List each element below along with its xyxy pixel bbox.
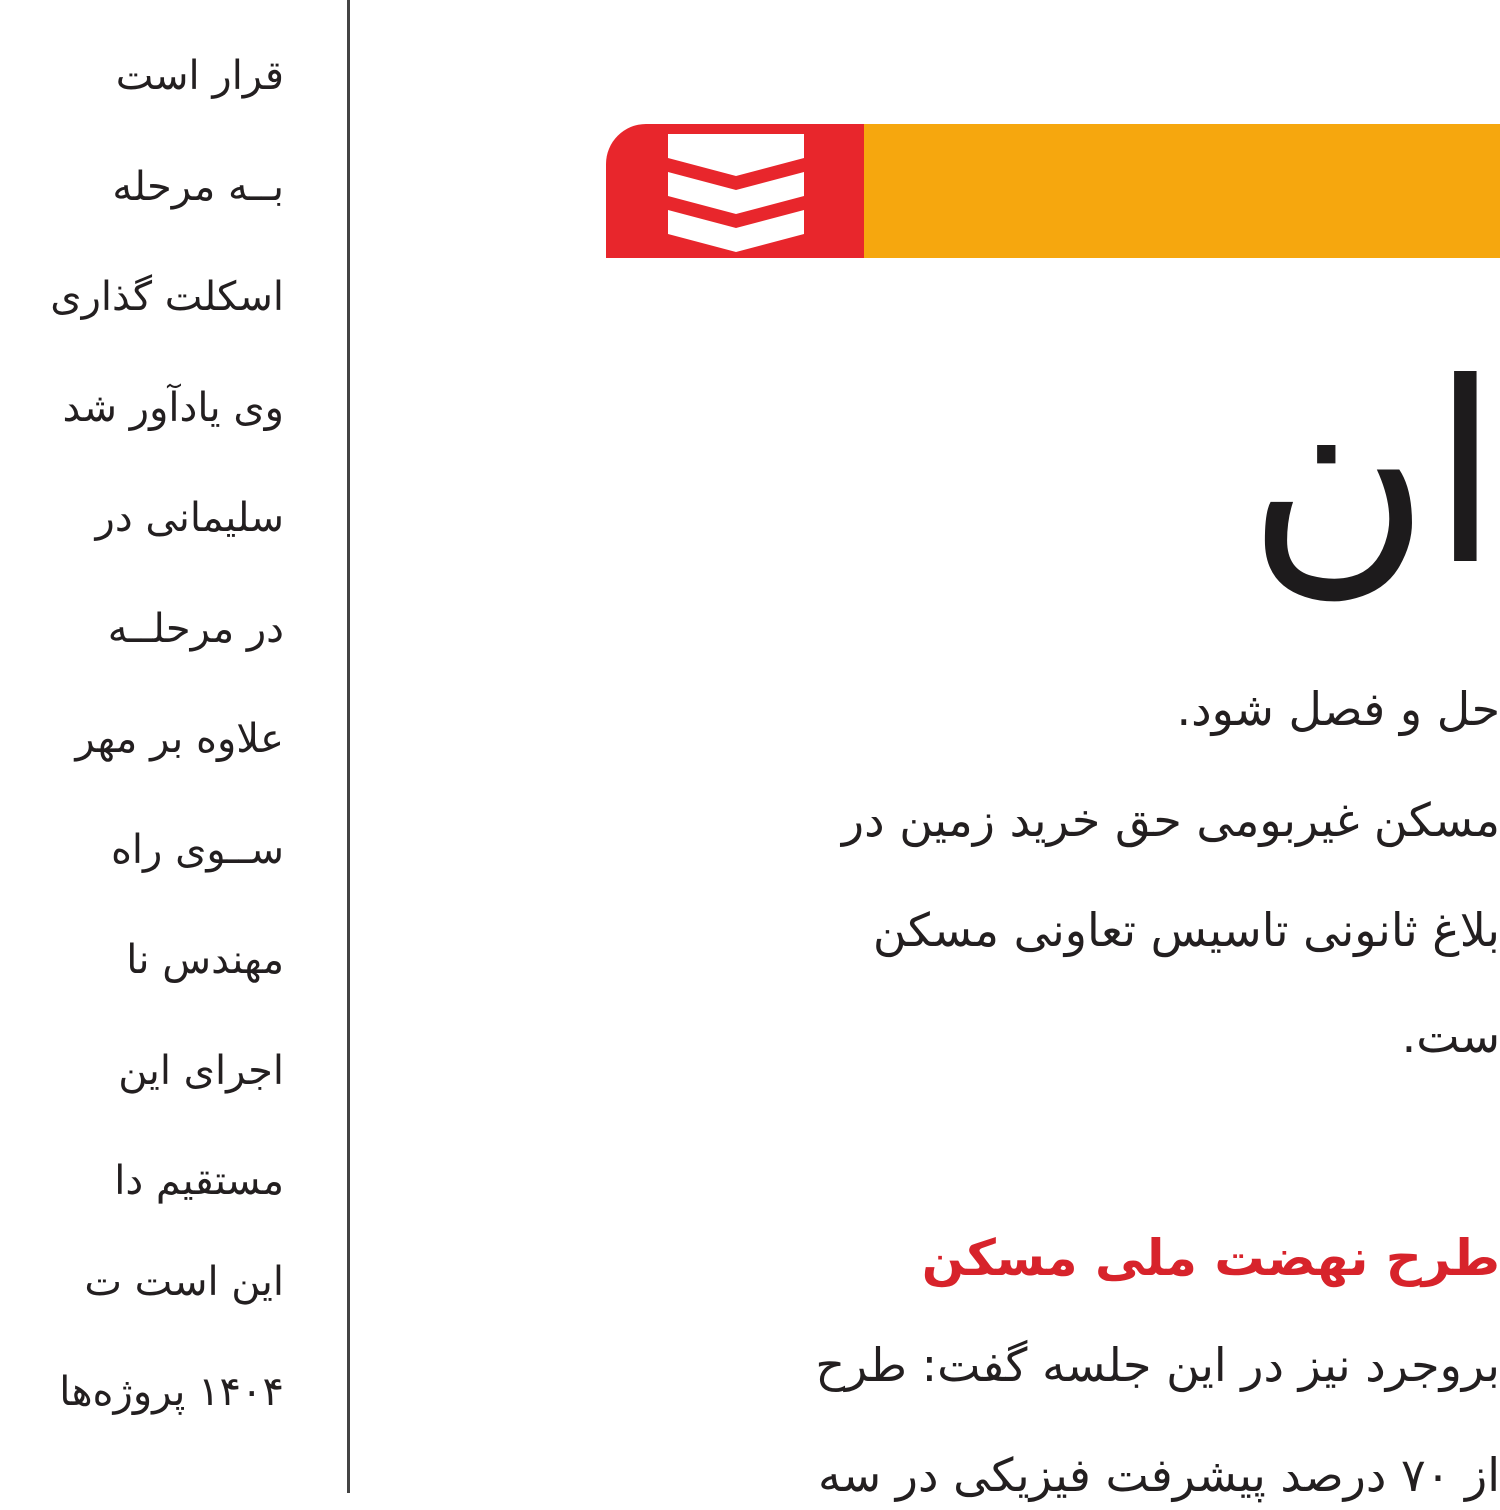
- chevron-stack-icon: [656, 124, 816, 258]
- left-column-line: وی یادآور شد: [62, 385, 284, 431]
- left-column-line: سلیمانی در: [95, 495, 284, 541]
- left-column-line: بــه مرحله: [112, 164, 284, 210]
- paragraph-line: حل و فصل شود.: [1176, 682, 1500, 736]
- paragraph-line: بلاغ ثانونی تاسیس تعاونی مسکن: [872, 903, 1500, 957]
- section-banner: [606, 124, 1500, 258]
- paragraph-line: از ۷۰ درصد پیشرفت فیزیکی در سه: [817, 1448, 1500, 1502]
- left-column-line: ۱۴۰۴ پروژه‌ها: [59, 1369, 284, 1415]
- left-column-line: ســوی راه: [110, 827, 284, 873]
- left-column-line: مستقیم دا: [114, 1158, 284, 1204]
- column-divider: [347, 0, 350, 1493]
- subheading: طرح نهضت ملی مسکن: [921, 1229, 1500, 1287]
- left-column-line: این است ت: [84, 1259, 284, 1305]
- banner-badge: [606, 124, 864, 258]
- left-column-line: قرار است: [115, 53, 284, 99]
- paragraph-line: مسکن غیربومی حق خرید زمین در: [841, 793, 1500, 847]
- left-column-line: علاوه بر مهر: [75, 716, 284, 762]
- left-column-line: اسکلت گذاری: [50, 274, 284, 320]
- left-column-line: اجرای این: [118, 1048, 284, 1094]
- left-column-line: مهندس نا: [126, 937, 284, 983]
- banner-bar: [864, 124, 1500, 258]
- headline: ان: [1246, 329, 1500, 620]
- paragraph-line: بروجرد نیز در این جلسه گفت: طرح: [815, 1338, 1500, 1392]
- paragraph-line: ست.: [1401, 1009, 1500, 1063]
- left-column-line: در مرحلــه: [107, 606, 284, 652]
- left-column-text: [0, 0, 300, 1493]
